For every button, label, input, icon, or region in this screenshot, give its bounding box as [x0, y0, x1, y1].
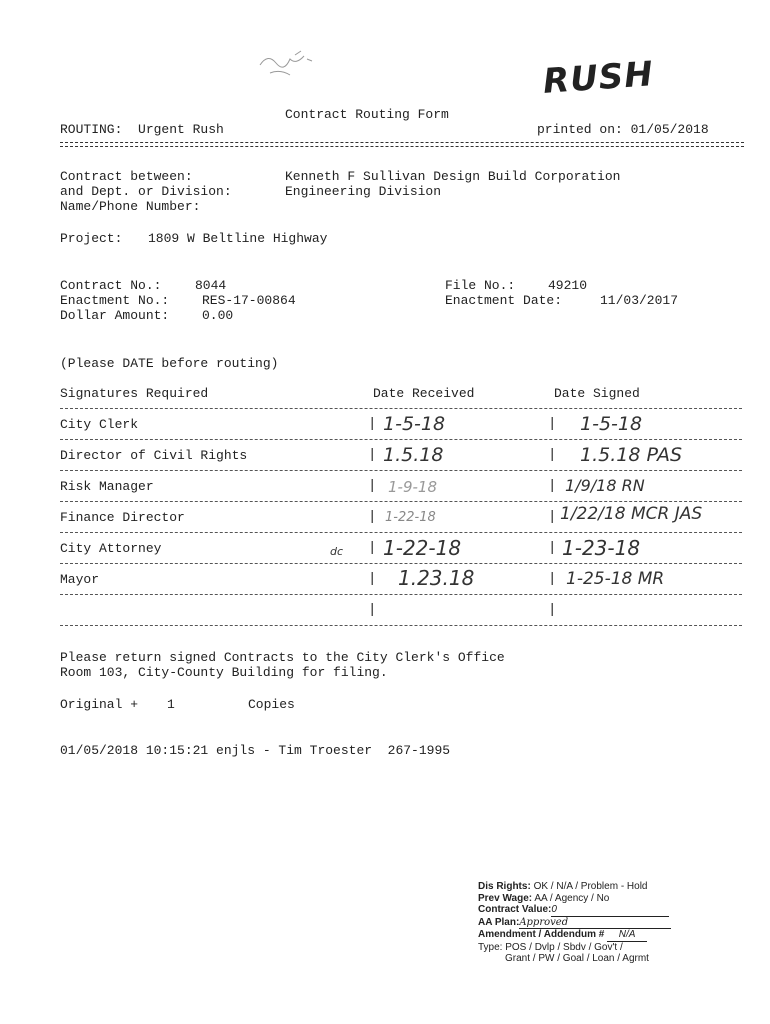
column-bar: | [548, 509, 557, 525]
row-divider [60, 408, 742, 409]
role-finance-director: Finance Director [60, 510, 185, 525]
signed-finance-director: 1/22/18 MCR JAS [560, 504, 703, 524]
rush-stamp: RUSH [541, 54, 655, 102]
contract-no-value: 8044 [195, 278, 227, 293]
column-bar: | [368, 540, 377, 556]
received-civil-rights: 1.5.18 [383, 444, 444, 466]
type-line1: Type: POS / Dvlp / Sbdv / Gov't / [478, 941, 623, 953]
column-bar: | [548, 416, 557, 432]
contract-value: 0 [551, 904, 669, 917]
aa-plan-value: Approved [519, 917, 671, 930]
column-bar: | [368, 478, 377, 494]
prev-wage-options: AA / Agency / No [534, 892, 610, 904]
role-mayor: Mayor [60, 572, 100, 587]
dept-value: Engineering Division [285, 184, 442, 199]
amendment-label: Amendment / Addendum # [478, 929, 605, 940]
column-bar: | [368, 571, 377, 587]
file-no-label: File No.: [445, 278, 516, 293]
header-signatures: Signatures Required [60, 386, 209, 401]
row-divider [60, 532, 742, 533]
file-no-value: 49210 [548, 278, 588, 293]
return-instruction-line2: Room 103, City-County Building for filing. [60, 665, 388, 680]
original-label: Original + [60, 697, 139, 712]
column-bar: | [548, 447, 557, 463]
contract-value-label: Contract Value: [478, 904, 552, 915]
role-city-clerk: City Clerk [60, 417, 139, 432]
contract-between-value: Kenneth F Sullivan Design Build Corporation [285, 169, 621, 184]
dollar-value: 0.00 [202, 308, 234, 323]
row-divider [60, 594, 742, 595]
signed-mayor: 1-25-18 MR [566, 569, 665, 589]
original-count: 1 [167, 697, 175, 712]
routing-label: ROUTING: Urgent Rush [60, 122, 224, 137]
amendment-value: N/A [607, 929, 647, 942]
enactment-no-value: RES-17-00864 [202, 293, 296, 308]
printed-date: printed on: 01/05/2018 [537, 122, 709, 137]
header-divider [60, 142, 744, 147]
row-divider [60, 625, 742, 626]
copies-label: Copies [248, 697, 295, 712]
row-divider [60, 470, 742, 471]
project-value: 1809 W Beltline Highway [148, 231, 328, 246]
name-phone-label: Name/Phone Number: [60, 199, 201, 214]
signed-city-clerk: 1-5-18 [580, 413, 643, 435]
row-divider [60, 563, 742, 564]
role-risk-manager: Risk Manager [60, 479, 154, 494]
received-mayor: 1.23.18 [398, 566, 475, 590]
contract-no-label: Contract No.: [60, 278, 162, 293]
attorney-initials: dc [330, 545, 344, 558]
column-bar: | [368, 447, 377, 463]
role-civil-rights: Director of Civil Rights [60, 448, 248, 463]
column-bar: | [548, 602, 557, 618]
signed-risk-manager: 1/9/18 RN [565, 476, 645, 495]
dept-label: and Dept. or Division: [60, 184, 232, 199]
header-date-received: Date Received [373, 386, 475, 401]
type-line2: Grant / PW / Goal / Loan / Agrmt [505, 953, 649, 964]
aa-plan-label: AA Plan: [478, 916, 520, 928]
enactment-date-label: Enactment Date: [445, 293, 563, 308]
role-city-attorney: City Attorney [60, 541, 162, 556]
column-bar: | [368, 416, 377, 432]
dollar-label: Dollar Amount: [60, 308, 170, 323]
column-bar: | [548, 540, 557, 556]
dis-rights-label: Dis Rights: [478, 881, 531, 892]
prev-wage-label: Prev Wage: [478, 892, 533, 904]
signed-city-attorney: 1-23-18 [562, 536, 641, 560]
column-bar: | [548, 478, 557, 494]
row-divider [60, 439, 742, 440]
form-title: Contract Routing Form [285, 107, 449, 122]
enactment-no-label: Enactment No.: [60, 293, 170, 308]
column-bar: | [548, 571, 557, 587]
checklist-stamp [478, 881, 718, 965]
log-line: 01/05/2018 10:15:21 enjls - Tim Troester 267-1995 [60, 743, 451, 758]
smudge-mark [255, 45, 320, 80]
received-city-attorney: 1-22-18 [383, 536, 462, 560]
received-city-clerk: 1-5-18 [383, 413, 446, 435]
project-label: Project: [60, 231, 123, 246]
return-instruction-line1: Please return signed Contracts to the City Clerk's Office [60, 650, 505, 665]
dis-rights-options: OK / N/A / Problem - Hold [533, 881, 648, 892]
column-bar: | [368, 509, 377, 525]
date-instruction: (Please DATE before routing) [60, 356, 279, 371]
column-bar: | [368, 602, 377, 618]
row-divider [60, 501, 742, 502]
enactment-date-value: 11/03/2017 [600, 293, 679, 308]
received-finance-director: 1-22-18 [385, 510, 436, 525]
header-date-signed: Date Signed [554, 386, 640, 401]
contract-between-label: Contract between: [60, 169, 193, 184]
received-risk-manager: 1-9-18 [388, 478, 437, 496]
signed-civil-rights: 1.5.18 PAS [580, 444, 683, 466]
